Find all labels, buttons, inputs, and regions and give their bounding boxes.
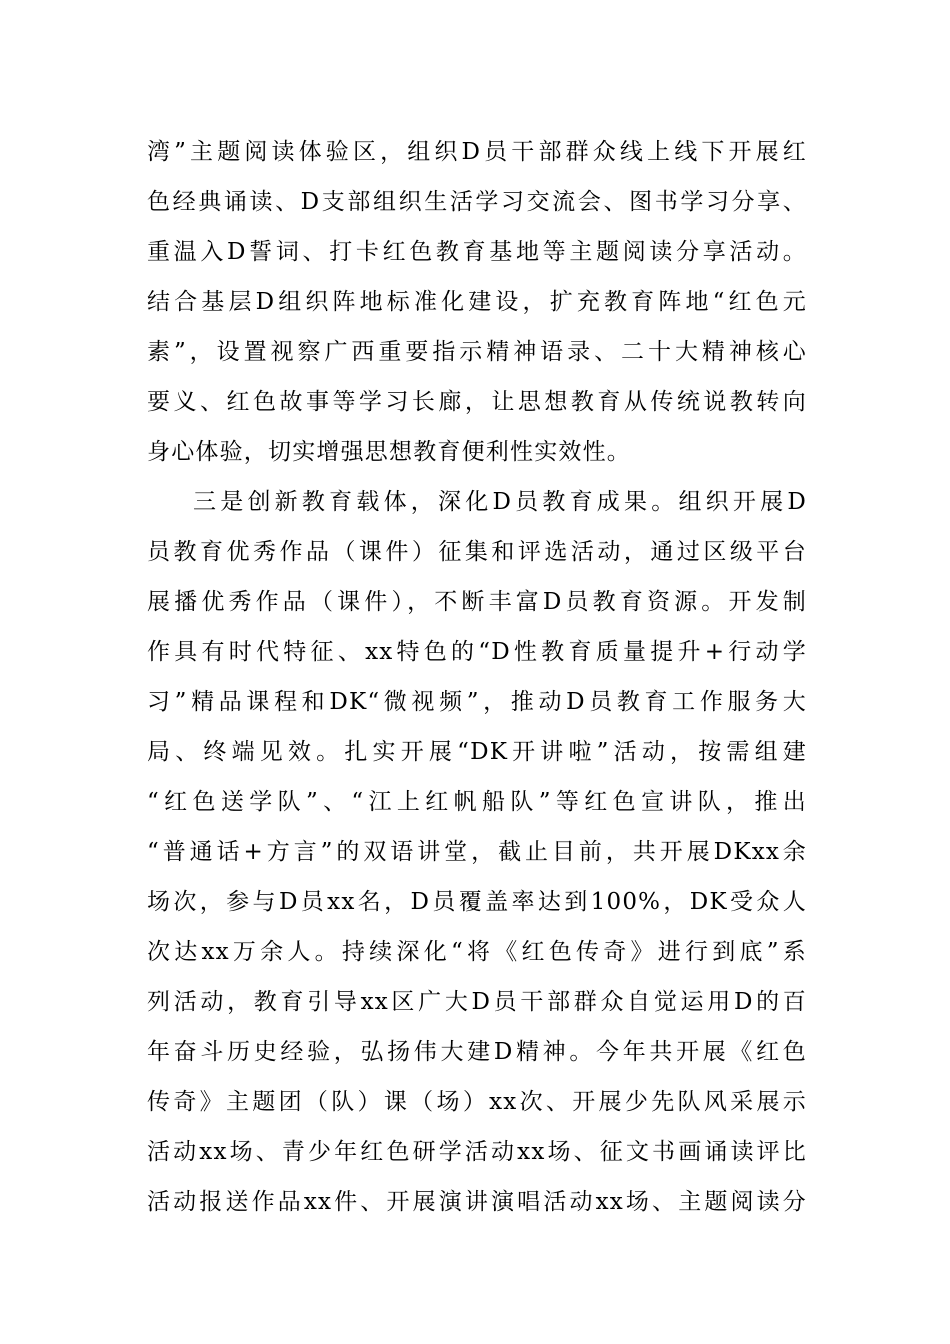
text-line: 习”精品课程和DK“微视频”，推动D员教育工作服务大 — [147, 689, 807, 715]
text-line: 活动报送作品xx件、开展演讲演唱活动xx场、主题阅读分 — [147, 1189, 807, 1215]
text-line: 作具有时代特征、xx特色的“D性教育质量提升+行动学 — [147, 639, 807, 665]
text-line: 重温入D誓词、打卡红色教育基地等主题阅读分享活动。 — [147, 239, 807, 265]
text-line: 局、终端见效。扎实开展“DK开讲啦”活动，按需组建 — [147, 739, 807, 765]
text-line: 三是创新教育载体，深化D员教育成果。组织开展D — [193, 489, 807, 515]
text-line: 场次，参与D员xx名，D员覆盖率达到100%，DK受众人 — [147, 889, 807, 915]
text-line: “红色送学队”、“江上红帆船队”等红色宣讲队，推出 — [147, 789, 807, 815]
text-line: 色经典诵读、D支部组织生活学习交流会、图书学习分享、 — [147, 189, 807, 215]
text-line: 素”，设置视察广西重要指示精神语录、二十大精神核心 — [147, 339, 807, 365]
paragraph-continued — [147, 127, 807, 477]
text-line: 展播优秀作品（课件），不断丰富D员教育资源。开发制 — [147, 589, 807, 615]
text-line: 湾”主题阅读体验区，组织D员干部群众线上线下开展红 — [147, 139, 807, 165]
text-line: 身心体验，切实增强思想教育便利性实效性。 — [147, 439, 631, 465]
text-line: 结合基层D组织阵地标准化建设，扩充教育阵地“红色元 — [147, 289, 807, 315]
text-line: 传奇》主题团（队）课（场）xx次、开展少先队风采展示 — [147, 1089, 807, 1115]
text-line: 次达xx万余人。持续深化“将《红色传奇》进行到底”系 — [147, 939, 807, 965]
text-line: 活动xx场、青少年红色研学活动xx场、征文书画诵读评比 — [147, 1139, 807, 1165]
text-line: 要义、红色故事等学习长廊，让思想教育从传统说教转向 — [147, 389, 807, 415]
paragraph-innovation — [147, 477, 807, 1227]
text-line: “普通话+方言”的双语讲堂，截止目前，共开展DKxx余 — [147, 839, 807, 865]
text-line: 列活动，教育引导xx区广大D员干部群众自觉运用D的百 — [147, 989, 807, 1015]
text-line: 年奋斗历史经验，弘扬伟大建D精神。今年共开展《红色 — [147, 1039, 807, 1065]
text-line: 员教育优秀作品（课件）征集和评选活动，通过区级平台 — [147, 539, 807, 565]
